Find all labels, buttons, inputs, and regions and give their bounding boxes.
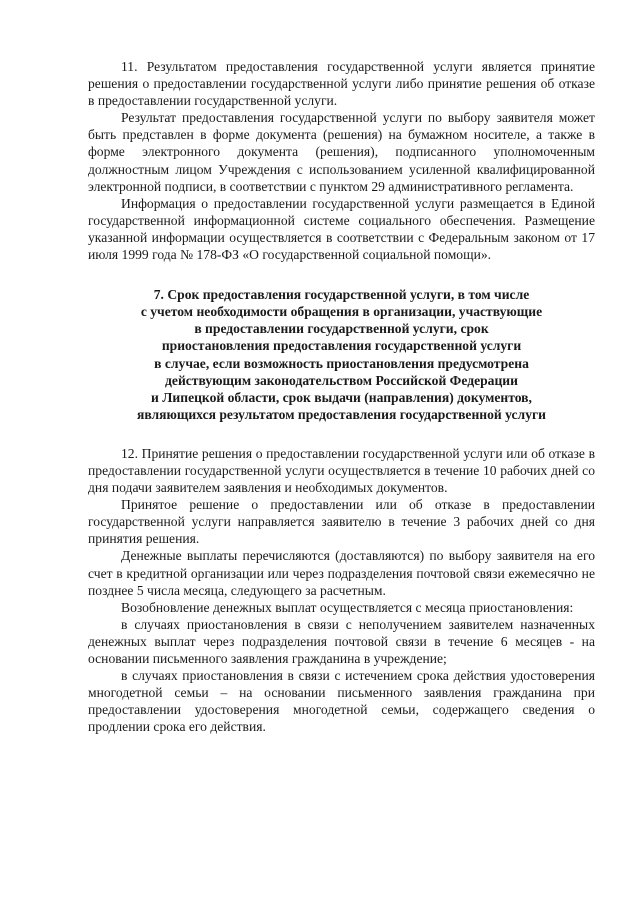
paragraph-11-result: 11. Результатом предоставления государственной услуги является принятие решения о предоставлении государственной услуги либо принятие решения об отказе в предоставлении государственной услуги. <box>88 59 595 109</box>
heading-line: 7. Срок предоставления государственной услуги, в том числе <box>153 287 530 303</box>
heading-line: в предоставлении государственной услуги, срок <box>194 321 489 337</box>
heading-line: приостановления предоставления государственной услуги <box>161 338 522 354</box>
paragraph-decision-sent: Принятое решение о предоставлении или об отказе в предоставлении государственной услуги направляется заявителю в течение 3 рабочих дней со дня принятия решения. <box>88 497 595 547</box>
paragraph-payments: Денежные выплаты перечисляются (доставляются) по выбору заявителя на его счет в кредитной организации или через подразделения почтовой связи ежемесячно не позднее 5 числа месяца, следующего за расчетным. <box>88 548 595 598</box>
section-7-heading <box>88 286 595 423</box>
heading-line: в случае, если возможность приостановления предусмотрена <box>154 355 529 371</box>
heading-line: и Липецкой области, срок выдачи (направления) документов, <box>151 389 532 405</box>
heading-line: являющихся результатом предоставления государственной услуги <box>136 406 546 422</box>
paragraph-information-placement: Информация о предоставлении государственной услуги размещается в Единой государственной информационной системе социального обеспечения. Размещение указанной информации осуществляется в соответствии с Федеральным законом от 17 июля 1999 года № 178-ФЗ «О государственной социальной помощи». <box>88 195 595 263</box>
heading-line: действующим законодательством Российской Федерации <box>165 372 518 388</box>
paragraph-12-decision-term: 12. Принятие решения о предоставлении государственной услуги или об отказе в предоставлении государственной услуги осуществляется в течение 10 рабочих дней со дня подачи заявителем заявления и необходимых документов. <box>88 445 595 496</box>
paragraph-case-postal: в случаях приостановления в связи с неполучением заявителем назначенных денежных выплат через подразделения почтовой связи в течение 6 месяцев - на основании письменного заявления гражданина в учреждение; <box>88 616 595 666</box>
paragraph-resumption: Возобновление денежных выплат осуществляется с месяца приостановления: <box>121 599 574 615</box>
heading-line: с учетом необходимости обращения в организации, участвующие <box>140 304 543 320</box>
document-page <box>88 58 595 735</box>
paragraph-case-certificate: в случаях приостановления в связи с истечением срока действия удостоверения многодетной семьи – на основании письменного заявления гражданина при предоставлении удостоверения многодетной семьи, содержащего сведения о продлении срока его действия. <box>88 668 595 735</box>
paragraph-result-form: Результат предоставления государственной услуги по выбору заявителя может быть представлен в форме документа (решения) на бумажном носителе, а также в форме электронного документа (решения), подписанного уполномоченным должностным лицом Учреждения с использованием усиленной квалифицированной электронной подписи, в соответствии с пунктом 29 административного регламента. <box>88 110 595 194</box>
